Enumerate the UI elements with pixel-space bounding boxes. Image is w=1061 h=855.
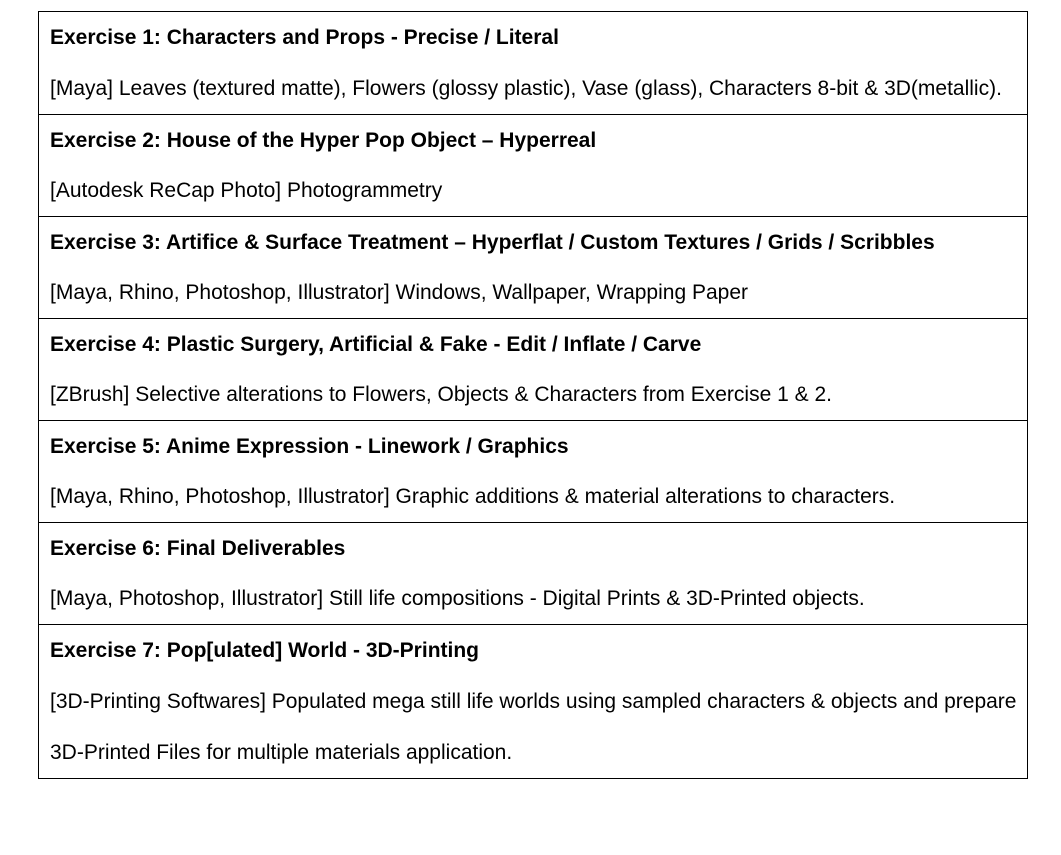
exercise-row-6 [39,522,1027,624]
exercise-row-5 [39,420,1027,522]
exercise-row-3 [39,216,1027,318]
exercise-row-7 [39,624,1027,778]
exercise-row-2 [39,114,1027,216]
exercise-description: [Maya] Leaves (textured matte), Flowers (glossy plastic), Vase (glass), Characters 8-bit & 3D(metallic). [50,77,1002,100]
exercise-row-4 [39,318,1027,420]
exercise-title: Exercise 7: Pop[ulated] World - 3D-Printing [50,639,480,662]
exercise-title: Exercise 6: Final Deliverables [50,537,346,560]
exercise-title: Exercise 2: House of the Hyper Pop Object – Hyperreal [50,129,597,152]
exercise-description: [ZBrush] Selective alterations to Flowers, Objects & Characters from Exercise 1 & 2. [50,383,832,406]
exercise-row-1 [39,12,1027,114]
exercise-title: Exercise 3: Artifice & Surface Treatment – Hyperflat / Custom Textures / Grids / Scribbles [50,231,935,254]
exercise-description: [3D-Printing Softwares] Populated mega still life worlds using sampled characters & objects and prepare 3D-Printed Files for multiple materials application. [50,690,1017,764]
exercise-description: [Maya, Rhino, Photoshop, Illustrator] Windows, Wallpaper, Wrapping Paper [50,281,749,304]
exercise-description: [Autodesk ReCap Photo] Photogrammetry [50,179,443,202]
exercise-table [38,11,1028,779]
exercise-title: Exercise 4: Plastic Surgery, Artificial & Fake - Edit / Inflate / Carve [50,333,702,356]
exercise-description: [Maya, Photoshop, Illustrator] Still life compositions - Digital Prints & 3D-Printed objects. [50,587,865,610]
exercise-title: Exercise 1: Characters and Props - Precise / Literal [50,26,559,49]
exercise-title: Exercise 5: Anime Expression - Linework / Graphics [50,435,569,458]
exercise-description: [Maya, Rhino, Photoshop, Illustrator] Graphic additions & material alterations to characters. [50,485,896,508]
